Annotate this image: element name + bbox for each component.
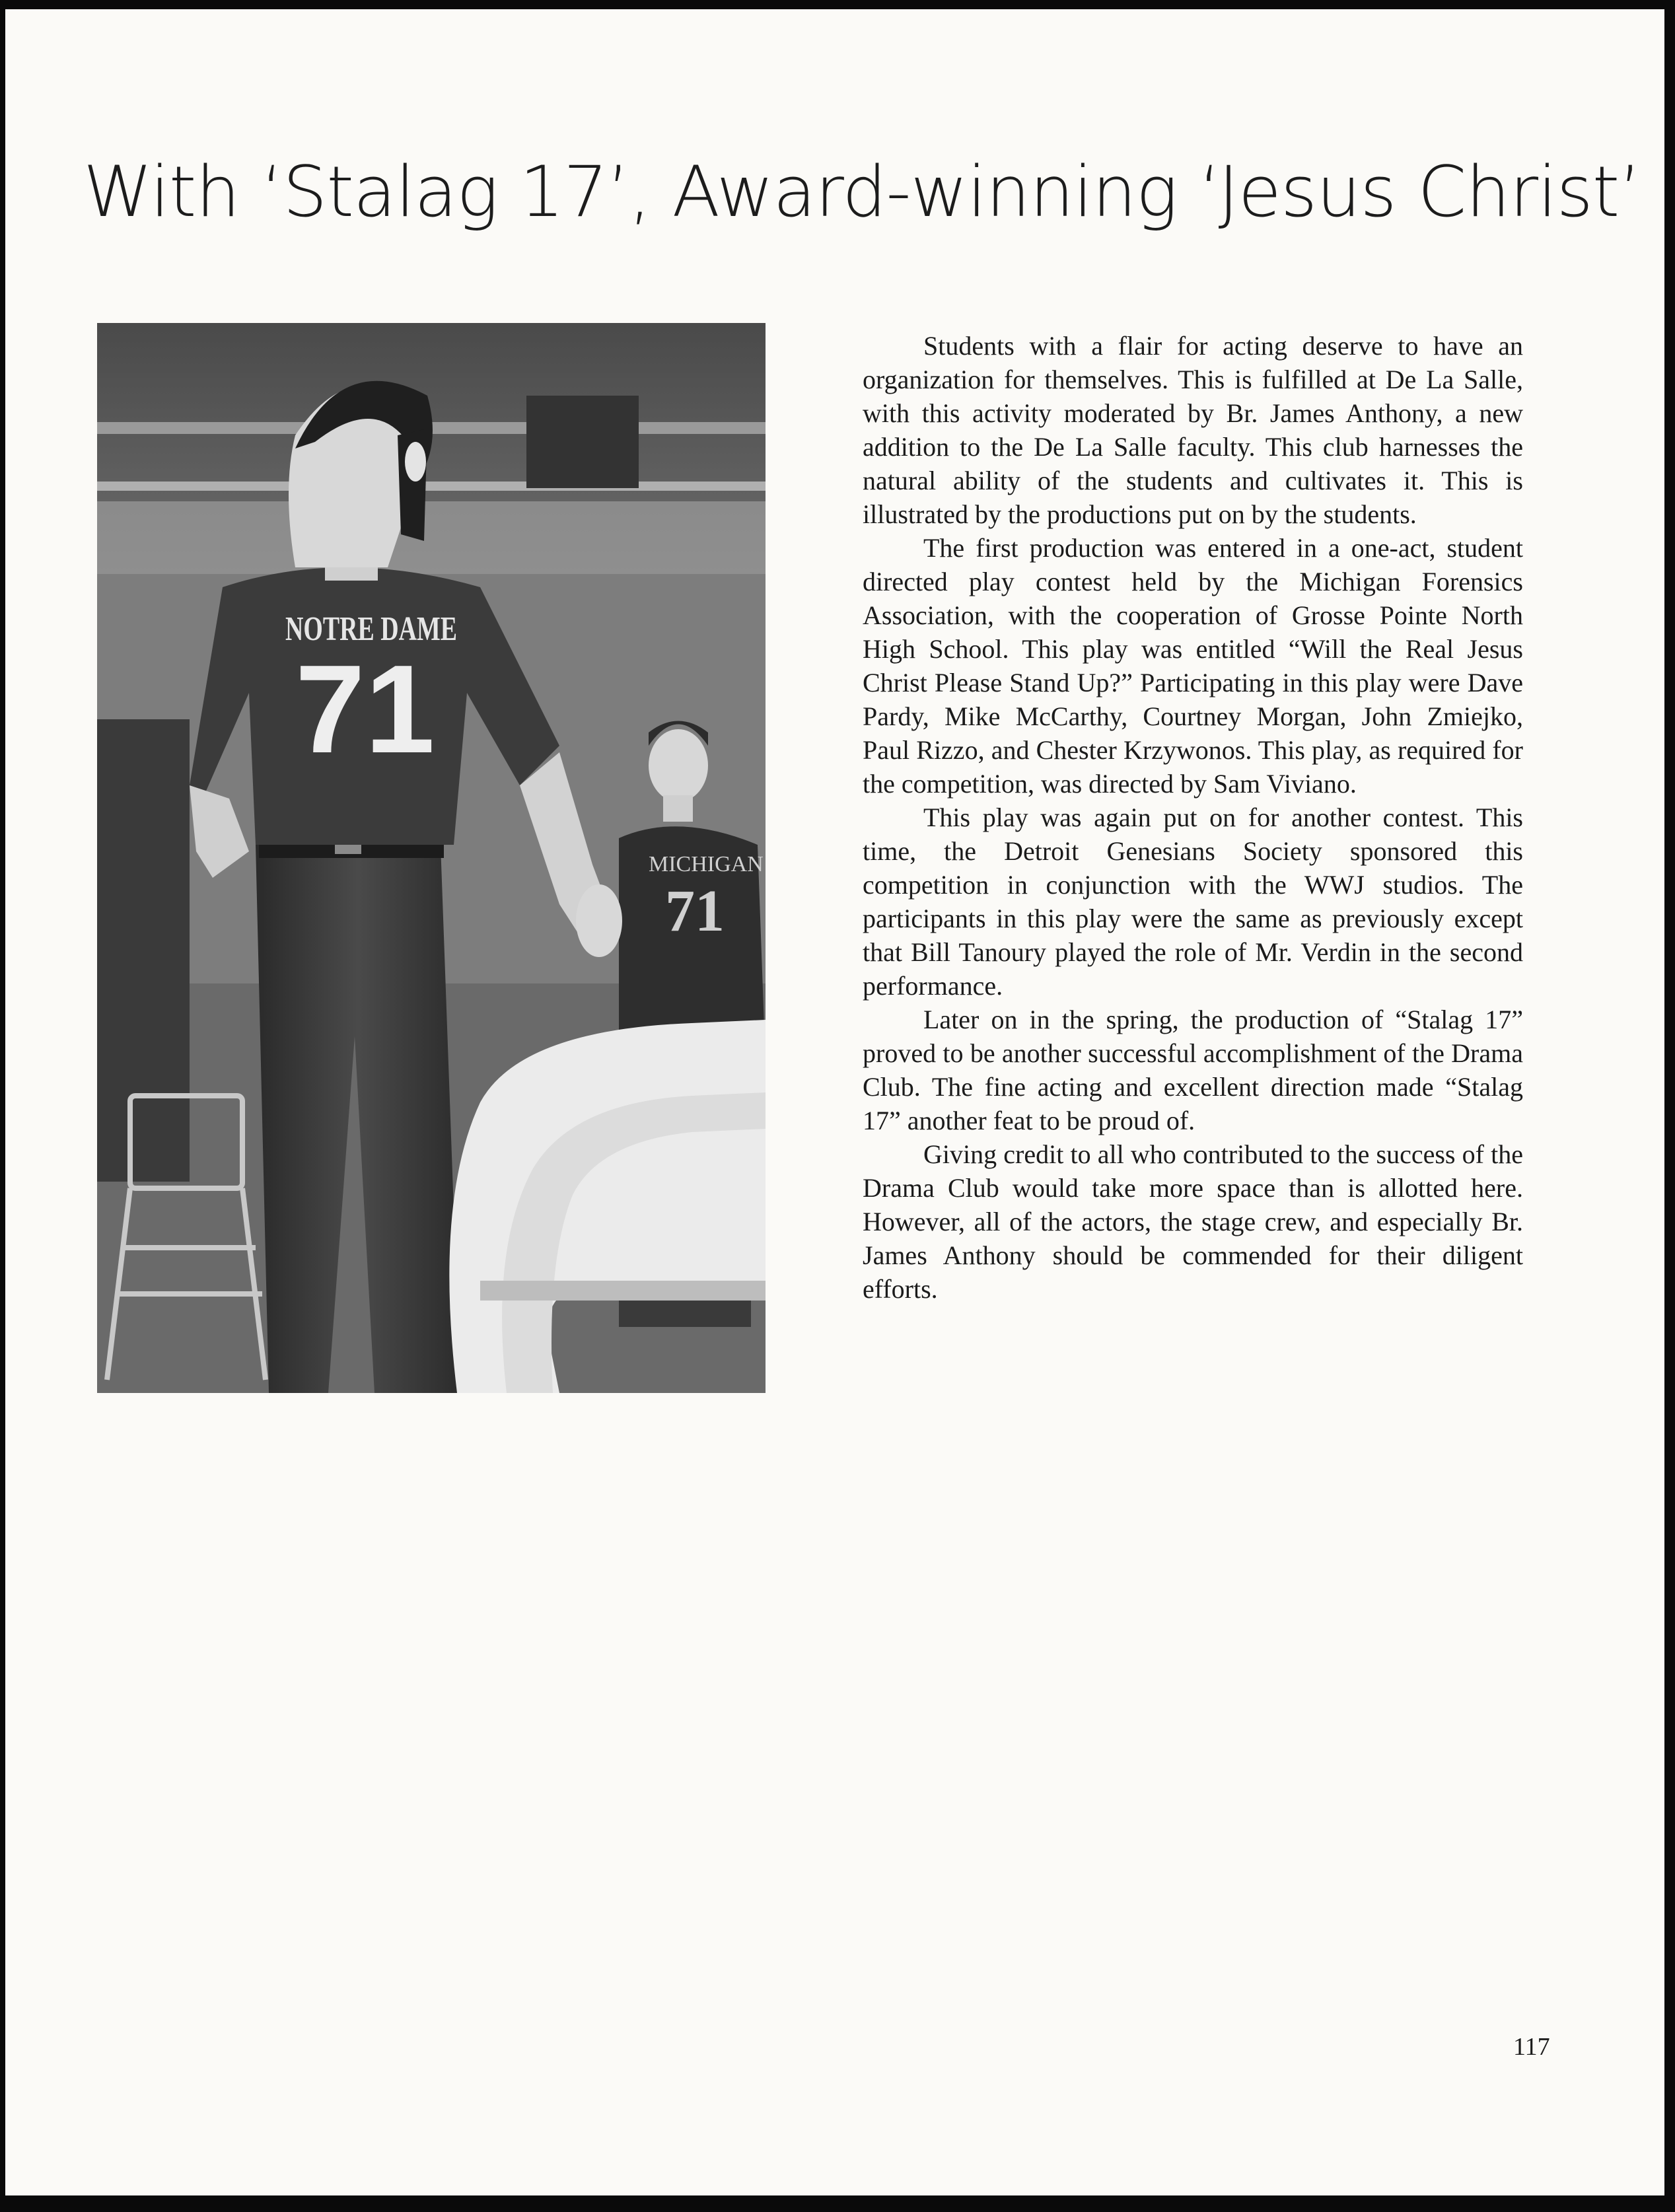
page-headline: With ‘Stalag 17’, Award-winning ‘Jesus Christ’ (83, 151, 1641, 232)
paragraph-credits: Giving credit to all who contributed to the success of the Drama Club would take more space than is allotted here. However, all of the actors, the stage crew, and especially Br. James Anthony should be commended for their diligent efforts. (863, 1139, 1523, 1304)
paragraph-stalag-17: Later on in the spring, the production of “Stalag 17” proved to be another successful accomplishment of the Drama Club. The fine acting and excellent direction made “Stalag 17” another feat to be proud of. (863, 1005, 1523, 1135)
drama-club-photo (97, 323, 766, 1393)
front-shirt-number: 71 (295, 639, 435, 779)
paragraph-first-production: The first production was entered in a one-act, student directed play contest held by the Michigan Forensics Association, with the cooperation of Grosse Pointe North High School. This play was entitled “Will the Real Jesus Christ Please Stand Up?” Participating in this play were Dave Pardy, Mike McCarthy, Courtney Morgan, John Zmiejko, Paul Rizzo, and Chester Krzywonos. This play, as required for the competition, was directed by Sam Viviano. (863, 533, 1523, 799)
back-shirt-number: 71 (665, 878, 725, 944)
back-shirt-text: MICHIGAN (649, 852, 764, 876)
yearbook-page (5, 9, 1664, 2195)
paragraph-intro: Students with a flair for acting deserve to have an organization for themselves. This is fulfilled at De La Salle, with this activity moderated by Br. James Anthony, a new addition to the De La Salle faculty. This club harnesses the natural ability of the students and cultivates it. This is illustrated by the productions put on by the students. (863, 331, 1523, 529)
paragraph-second-contest: This play was again put on for another contest. This time, the Detroit Genesians Society sponsored this competition in conjunction with the WWJ studios. The participants in this play were the same as previously except that Bill Tanoury played the role of Mr. Verdin in the second performance. (863, 803, 1523, 1001)
photo-illustration (97, 323, 766, 1393)
front-shirt-text: NOTRE DAME (285, 610, 457, 648)
article-body (863, 329, 1523, 1306)
page-number: 117 (1513, 2033, 1550, 2061)
